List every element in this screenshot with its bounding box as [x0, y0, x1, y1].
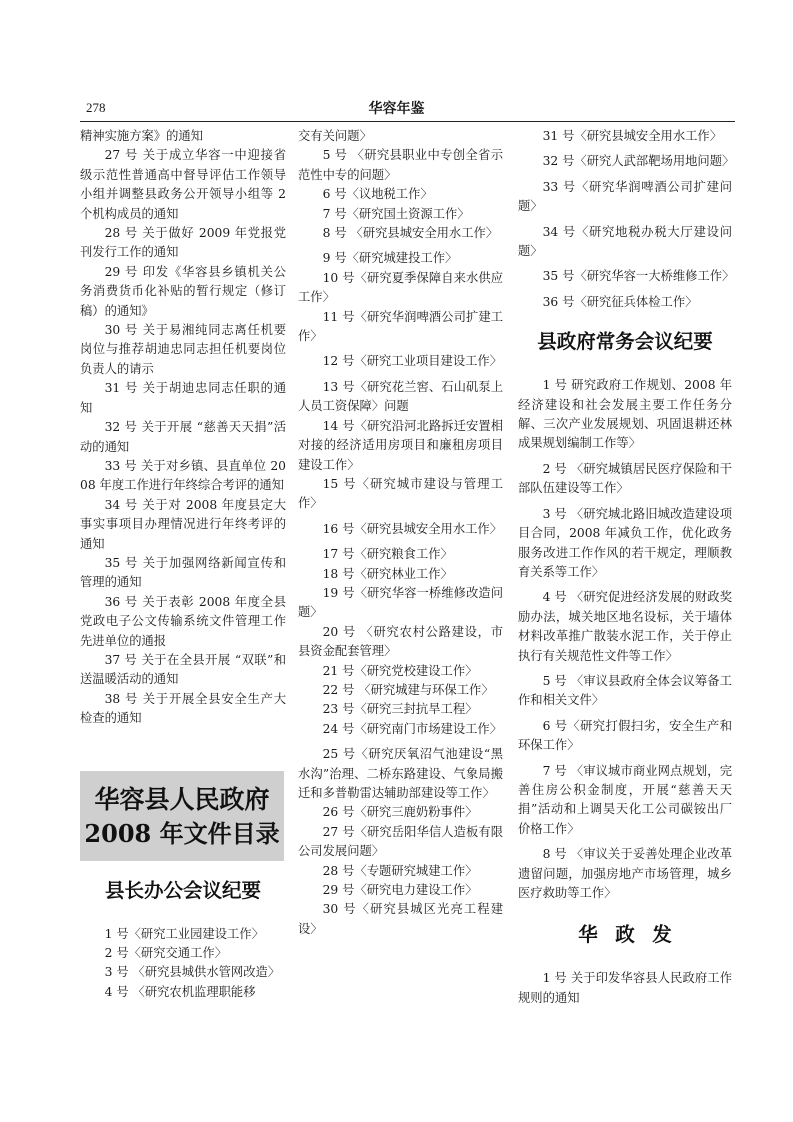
list-item: 32 号 关于开展 “慈善天天捐”活动的通知	[80, 420, 286, 454]
list-item: 27 号〈研究岳阳华信人造板有限公司发展问题〉	[298, 824, 503, 859]
list-item: 8 号 〈审议关于妥善处理企业改革遗留问题，加强房地产市场管理，城乡医疗救助等工作〉	[518, 847, 732, 900]
chapter-title-box	[80, 771, 284, 861]
list-item: 17 号〈研究粮食工作〉	[322, 547, 453, 562]
list-item: 4 号 〈研究农机监理职能移	[104, 984, 256, 999]
list-item: 7 号 〈审议城市商业网点规划，完善住房公积金制度，开展“慈善天天捐”活动和上调昊天化工公司碳铵出厂价格工作〉	[518, 763, 732, 836]
list-item: 37 号 关于在全县开展 “双联”和送温暖活动的通知	[80, 652, 286, 687]
list-item: 8 号 〈研究县城安全用水工作〉	[322, 226, 499, 241]
list-item: 5 号 〈审议县政府全体会议筹备工作和相关文件〉	[518, 673, 732, 708]
list-item: 18 号〈研究林业工作〉	[322, 566, 453, 581]
list-item: 16 号〈研究县城安全用水工作〉	[322, 521, 503, 536]
list-item: 交有关问题〉	[298, 129, 372, 143]
list-item: 6 号〈研究打假扫劣，安全生产和环保工作〉	[518, 718, 732, 753]
list-item: 3 号 〈研究城北路旧城改造建设项目合同，2008 年减负工作，优化政务服务改进工作作风的若干规定，理顺教育关系等工作〉	[518, 506, 732, 579]
list-item: 35 号 关于加强网络新闻宣传和管理的通知	[80, 555, 286, 590]
list-item: 7 号〈研究国土资源工作〉	[322, 206, 470, 221]
list-item: 29 号 印发《华容县乡镇机关公务消费货币化补贴的暂行规定（修订稿）的通知》	[80, 264, 286, 318]
list-item: 2 号〈研究交通工作〉	[104, 946, 227, 960]
list-item: 28 号〈专题研究城建工作〉	[322, 863, 478, 878]
list-item: 35 号〈研究华容一大桥维修工作〉	[542, 269, 735, 284]
list-item: 28 号 关于做好 2009 年党报党刊发行工作的通知	[80, 226, 286, 260]
list-item: 3 号 〈研究县城供水管网改造〉	[104, 965, 281, 980]
list-item: 30 号 关于易湘纯同志离任机要岗位与推荐胡迪忠同志担任机要岗位负责人的请示	[80, 323, 286, 376]
list-item: 23 号〈研究三封抗旱工程〉	[322, 702, 478, 717]
section-heading-standing-meetings: 县政府常务会议纪要	[537, 330, 713, 354]
list-item: 24 号〈研究南门市场建设工作〉	[322, 721, 503, 736]
page-number: 278	[86, 100, 106, 115]
chapter-title-line2: 2008 年文件目录	[84, 818, 280, 848]
list-item: 12 号〈研究工业项目建设工作〉	[322, 354, 503, 369]
list-item: 34 号 关于对 2008 年度县定大事实事项目办理情况进行年终考评的通知	[80, 497, 286, 551]
list-item: 15 号〈研究城市建设与管理工作〉	[298, 476, 503, 511]
list-item: 30 号〈研究县城区光亮工程建设〉	[298, 902, 503, 936]
list-item: 36 号 关于表彰 2008 年度全县党政电子公文传输系统文件管理工作先进单位的通报	[80, 594, 286, 648]
list-item: 34 号〈研究地税办税大厅建设问题〉	[518, 224, 732, 259]
list-item: 4 号 〈研究促进经济发展的财政奖励办法，城关地区地名设标，关于墙体材料改革推广散装水泥工作，关于停止执行有关规范性文件等工作〉	[518, 590, 732, 663]
list-item: 36 号〈研究征兵体检工作〉	[542, 294, 698, 309]
list-item: 19 号〈研究华容一桥维修改造问题〉	[298, 585, 503, 620]
section-heading-county-head-meetings: 县长办公会议纪要	[104, 878, 261, 902]
list-item: 1 号〈研究工业园建设工作〉	[104, 926, 264, 941]
list-item: 5 号 〈研究县职业中专创全省示范性中专的问题〉	[298, 148, 503, 182]
list-item: 13 号〈研究花兰窖、石山矶泵上人员工资保障〉问题	[298, 379, 503, 414]
list-item: 11 号〈研究华润啤酒公司扩建工作〉	[298, 309, 503, 344]
list-item: 22 号 〈研究城建与环保工作〉	[322, 682, 494, 697]
list-item: 6 号〈议地税工作〉	[322, 187, 433, 202]
list-item: 32 号〈研究人武部靶场用地问题〉	[542, 154, 735, 169]
list-item: 1 号 关于印发华容县人民政府工作规则的通知	[518, 971, 732, 1005]
list-item: 38 号 关于开展全县安全生产大检查的通知	[80, 691, 286, 726]
running-title: 华容年鉴	[368, 101, 425, 117]
list-item: 25 号〈研究厌氧沼气池建设“黑水沟”治理、二桥东路建设、气象局搬迁和多普勒雷达辅助部建设等工作〉	[298, 747, 503, 800]
list-item: 10 号〈研究夏季保障自来水供应工作〉	[298, 270, 503, 305]
list-item: 31 号〈研究县城安全用水工作〉	[542, 129, 723, 143]
column-2	[298, 127, 503, 939]
list-item: 26 号〈研究三鹿奶粉事件〉	[322, 805, 478, 820]
list-item: 1 号 研究政府工作规划、2008 年经济建设和社会发展主要工作任务分解、三次产业发展规划、巩固退耕还林成果规划编制工作等〉	[518, 378, 732, 451]
list-item: 20 号 〈研究农村公路建设，市县资金配套管理〉	[298, 624, 503, 659]
list-item: 精神实施方案》的通知	[80, 129, 203, 143]
chapter-title-line1: 华容县人民政府	[94, 784, 270, 814]
list-item: 14 号〈研究沿河北路拆迁安置相对接的经济适用房项目和廉租房项目建设工作〉	[298, 418, 503, 472]
list-item: 29 号〈研究电力建设工作〉	[322, 883, 478, 898]
section-heading-huazhengfa: 华政发	[578, 923, 690, 947]
column-1	[80, 127, 286, 1002]
list-item: 33 号 关于对乡镇、县直单位 2008 年度工作进行年终综合考评的通知	[80, 458, 286, 493]
list-item: 2 号 〈研究城镇居民医疗保险和干部队伍建设等工作〉	[518, 461, 732, 496]
list-item: 21 号〈研究党校建设工作〉	[322, 663, 478, 678]
list-item: 9 号〈研究城建投工作〉	[322, 251, 458, 266]
header-rule	[80, 121, 735, 122]
list-item: 33 号〈研究华润啤酒公司扩建问题〉	[518, 179, 732, 214]
column-3	[518, 127, 735, 1008]
list-item: 31 号 关于胡迪忠同志任职的通知	[80, 381, 286, 415]
list-item: 27 号 关于成立华容一中迎接省级示范性普通高中督导评估工作领导小组并调整县政务公开领导小组等 2 个机构成员的通知	[80, 148, 286, 221]
